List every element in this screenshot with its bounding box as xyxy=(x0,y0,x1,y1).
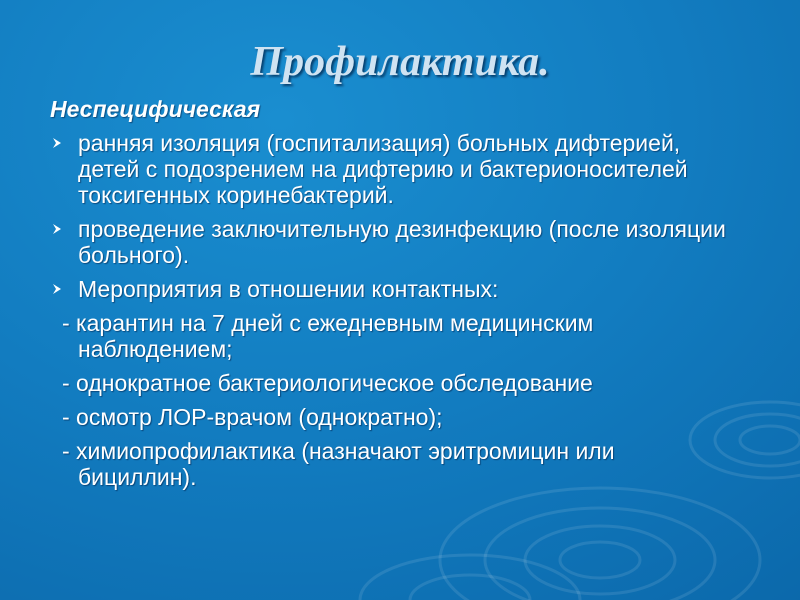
bullet-item xyxy=(50,130,730,208)
sub-item: - осмотр ЛОР-врачом (однократно); xyxy=(62,404,443,430)
sub-item: - химиопрофилактика (назначают эритромицин или бициллин). xyxy=(62,438,615,490)
bullet-text: ранняя изоляция (госпитализация) больных дифтерией, детей с подозрением на дифтерию и бактерионосителей токсигенных коринебактерий. xyxy=(78,130,688,208)
subheading: Неспецифическая xyxy=(50,96,261,122)
bullet-text: проведение заключительную дезинфекцию (после изоляции больного). xyxy=(78,216,726,268)
bullet-item xyxy=(50,216,730,268)
arrow-bullet-icon xyxy=(50,222,64,236)
bullet-text: Мероприятия в отношении контактных: xyxy=(78,276,499,302)
sub-item: - карантин на 7 дней с ежедневным медицинским наблюдением; xyxy=(62,310,594,362)
arrow-bullet-icon xyxy=(50,136,64,150)
bullet-item xyxy=(50,276,730,302)
slide-title: Профилактика. xyxy=(250,39,550,85)
slide-content xyxy=(50,96,730,498)
arrow-bullet-icon xyxy=(50,282,64,296)
sub-item: - однократное бактериологическое обследование xyxy=(62,370,593,396)
